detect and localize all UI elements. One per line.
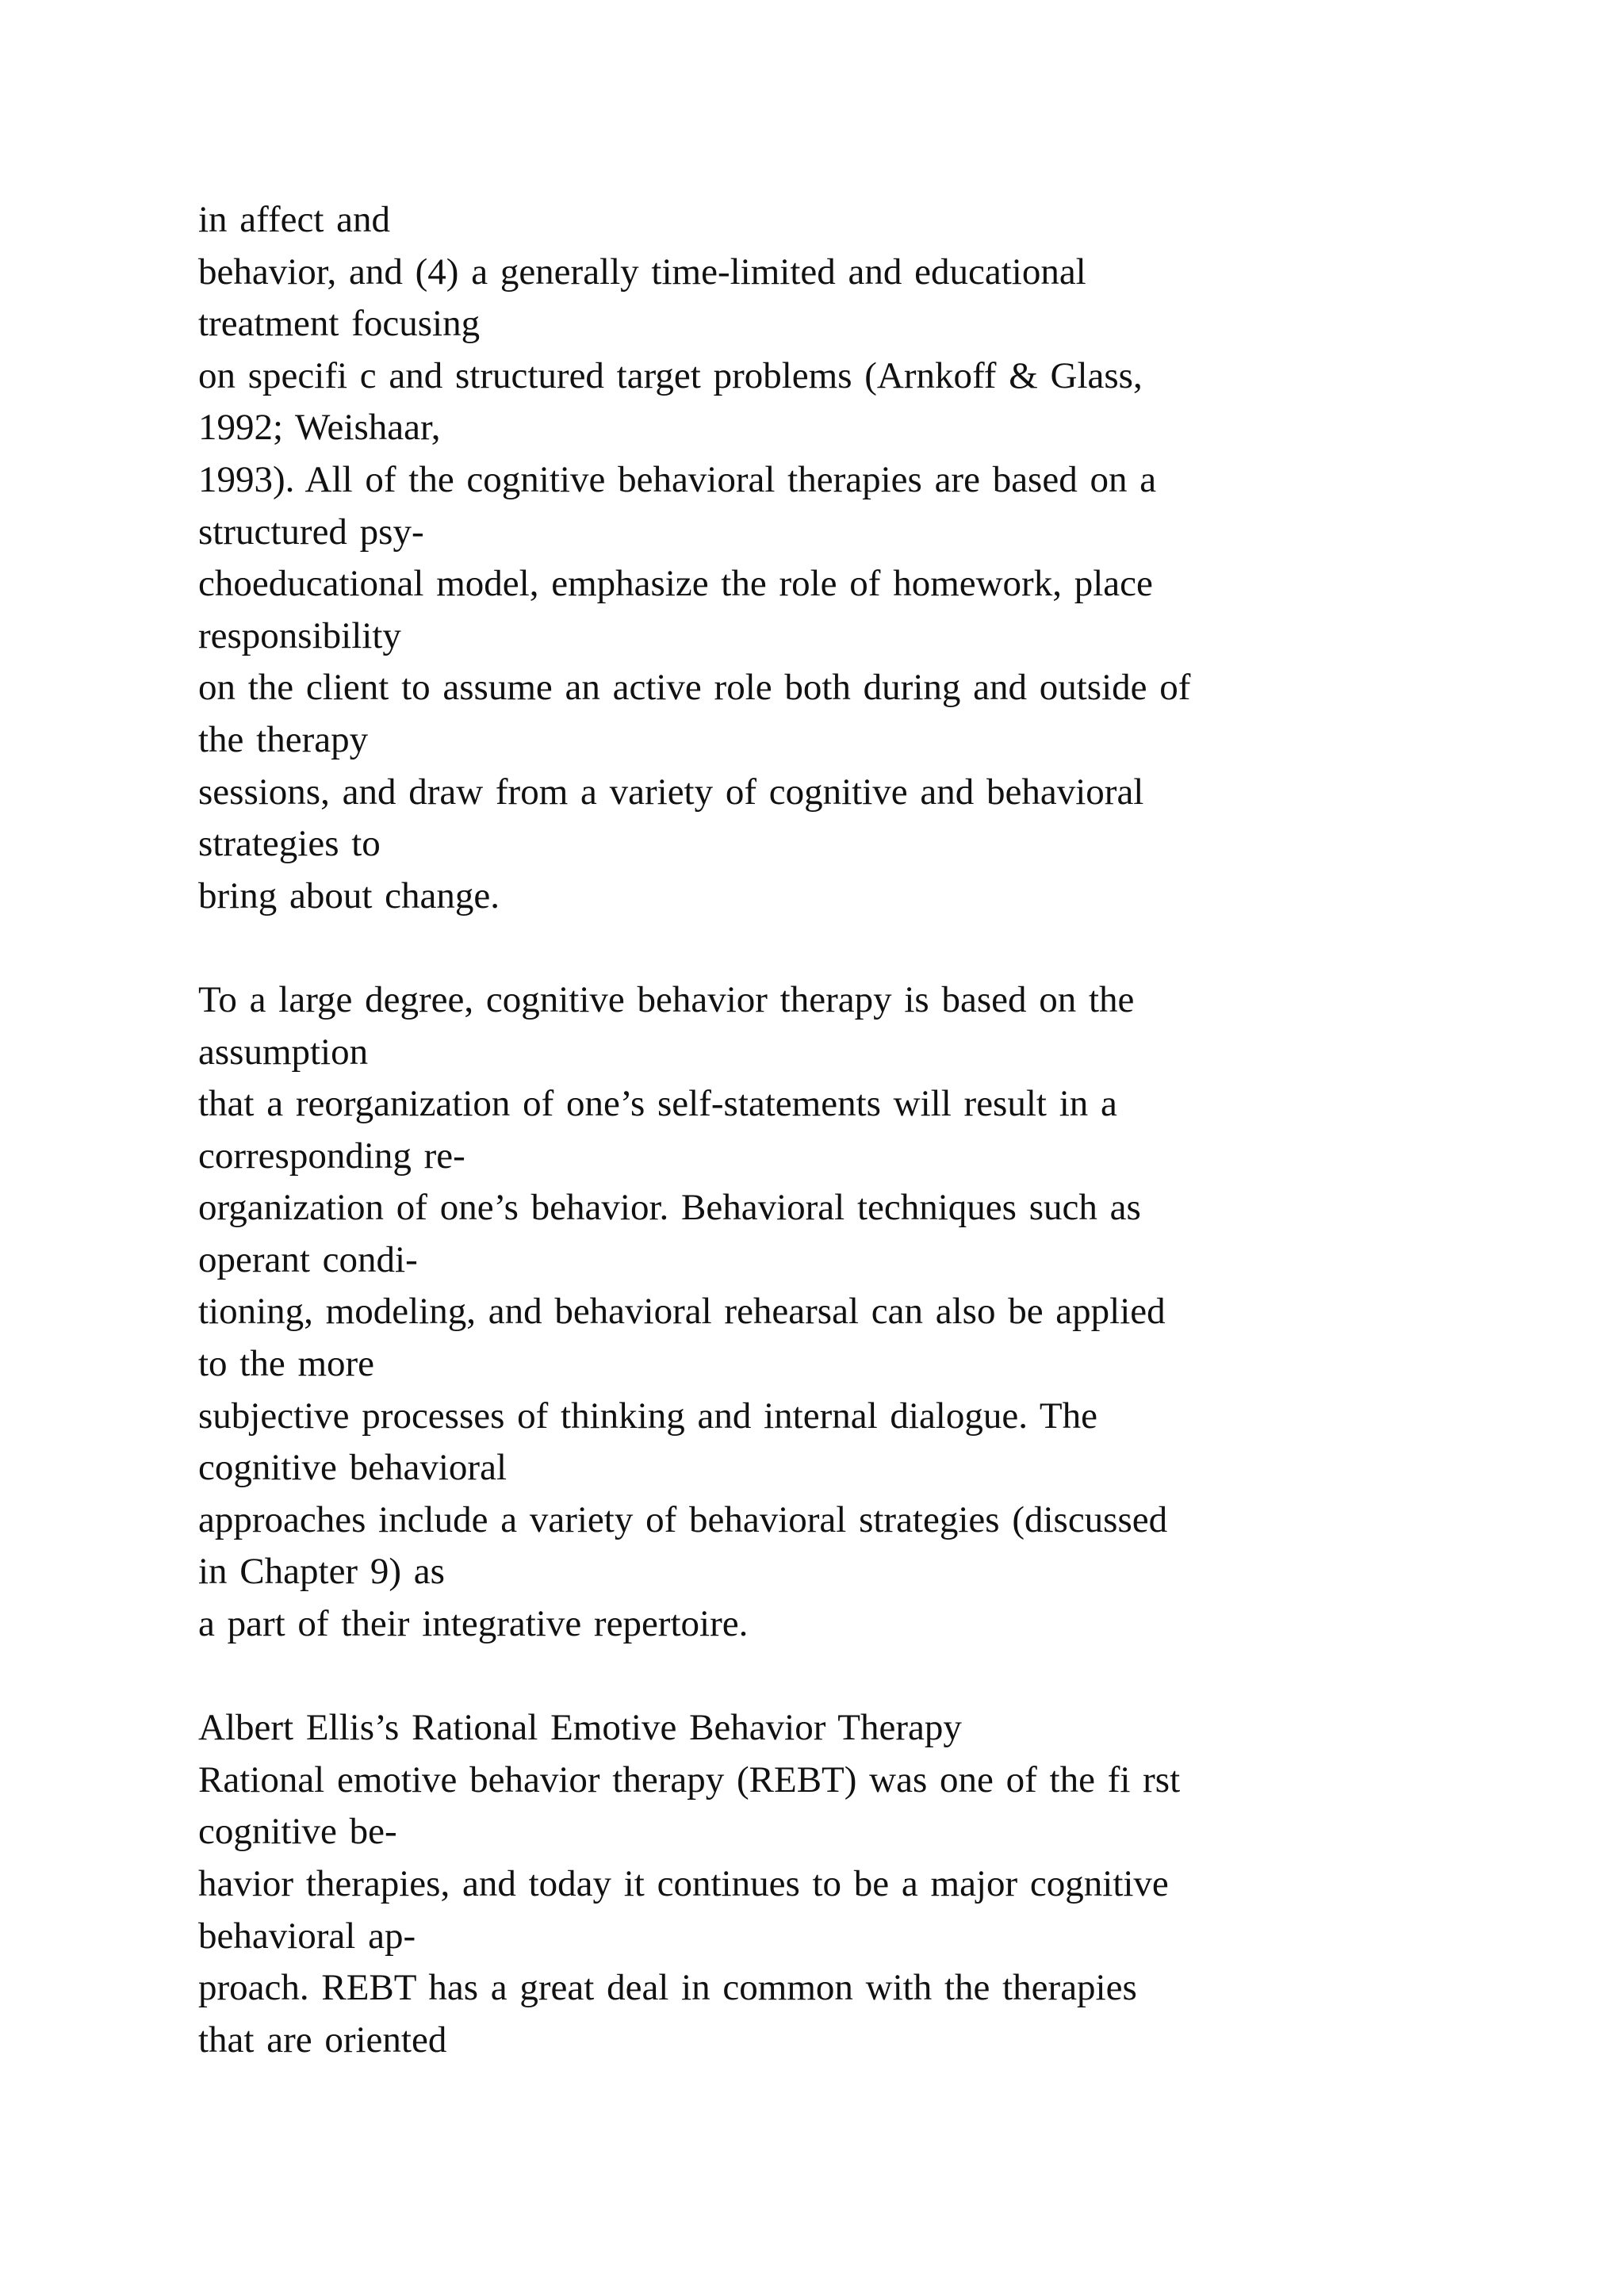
text-line: a part of their integrative repertoire. <box>198 1603 749 1645</box>
text-line: choeducational model, emphasize the role of homework, place <box>198 563 1153 605</box>
text-line: Albert Ellis’s Rational Emotive Behavior Therapy <box>198 1707 962 1749</box>
text-line: cognitive be- <box>198 1811 397 1853</box>
text-line: Rational emotive behavior therapy (REBT) was one of the fi rst <box>198 1758 1181 1800</box>
text-line: responsibility <box>198 614 401 656</box>
text-line: on the client to assume an active role both during and outside of <box>198 667 1191 709</box>
text-line: behavior, and (4) a generally time-limited and educational <box>198 251 1086 293</box>
text-line: organization of one’s behavior. Behavioral techniques such as <box>198 1187 1141 1229</box>
text-line: approaches include a variety of behavioral strategies (discussed <box>198 1498 1168 1540</box>
text-line: operant condi- <box>198 1238 418 1280</box>
paragraph <box>198 974 1546 1651</box>
text-line: on specifi c and structured target problems (Arnkoff & Glass, <box>198 354 1143 396</box>
text-line: strategies to <box>198 823 381 865</box>
text-line: sessions, and draw from a variety of cognitive and behavioral <box>198 771 1144 813</box>
text-line: subjective processes of thinking and internal dialogue. The <box>198 1395 1097 1437</box>
body-text <box>198 194 1546 2066</box>
text-line: assumption <box>198 1031 369 1073</box>
text-line: corresponding re- <box>198 1135 465 1177</box>
text-line: in Chapter 9) as <box>198 1551 445 1593</box>
paragraph <box>198 1702 1546 2066</box>
paragraph-gap <box>198 1651 1546 1703</box>
text-line: To a large degree, cognitive behavior therapy is based on the <box>198 978 1135 1020</box>
text-line: tioning, modeling, and behavioral rehearsal can also be applied <box>198 1291 1166 1333</box>
text-line: that a reorganization of one’s self-statements will result in a <box>198 1083 1117 1125</box>
text-line: behavioral ap- <box>198 1915 416 1957</box>
text-line: havior therapies, and today it continues to be a major cognitive <box>198 1863 1169 1904</box>
text-line: in affect and <box>198 199 391 240</box>
text-line: bring about change. <box>198 874 500 916</box>
text-line: structured psy- <box>198 511 424 553</box>
paragraph-gap <box>198 922 1546 974</box>
paragraph <box>198 194 1546 922</box>
text-line: proach. REBT has a great deal in common with the therapies <box>198 1967 1137 2009</box>
text-line: to the more <box>198 1343 375 1385</box>
text-line: that are oriented <box>198 2019 447 2061</box>
text-line: the therapy <box>198 718 369 760</box>
text-line: 1992; Weishaar, <box>198 407 441 449</box>
text-line: cognitive behavioral <box>198 1447 507 1489</box>
text-line: treatment focusing <box>198 303 481 345</box>
text-line: 1993). All of the cognitive behavioral therapies are based on a <box>198 458 1157 500</box>
